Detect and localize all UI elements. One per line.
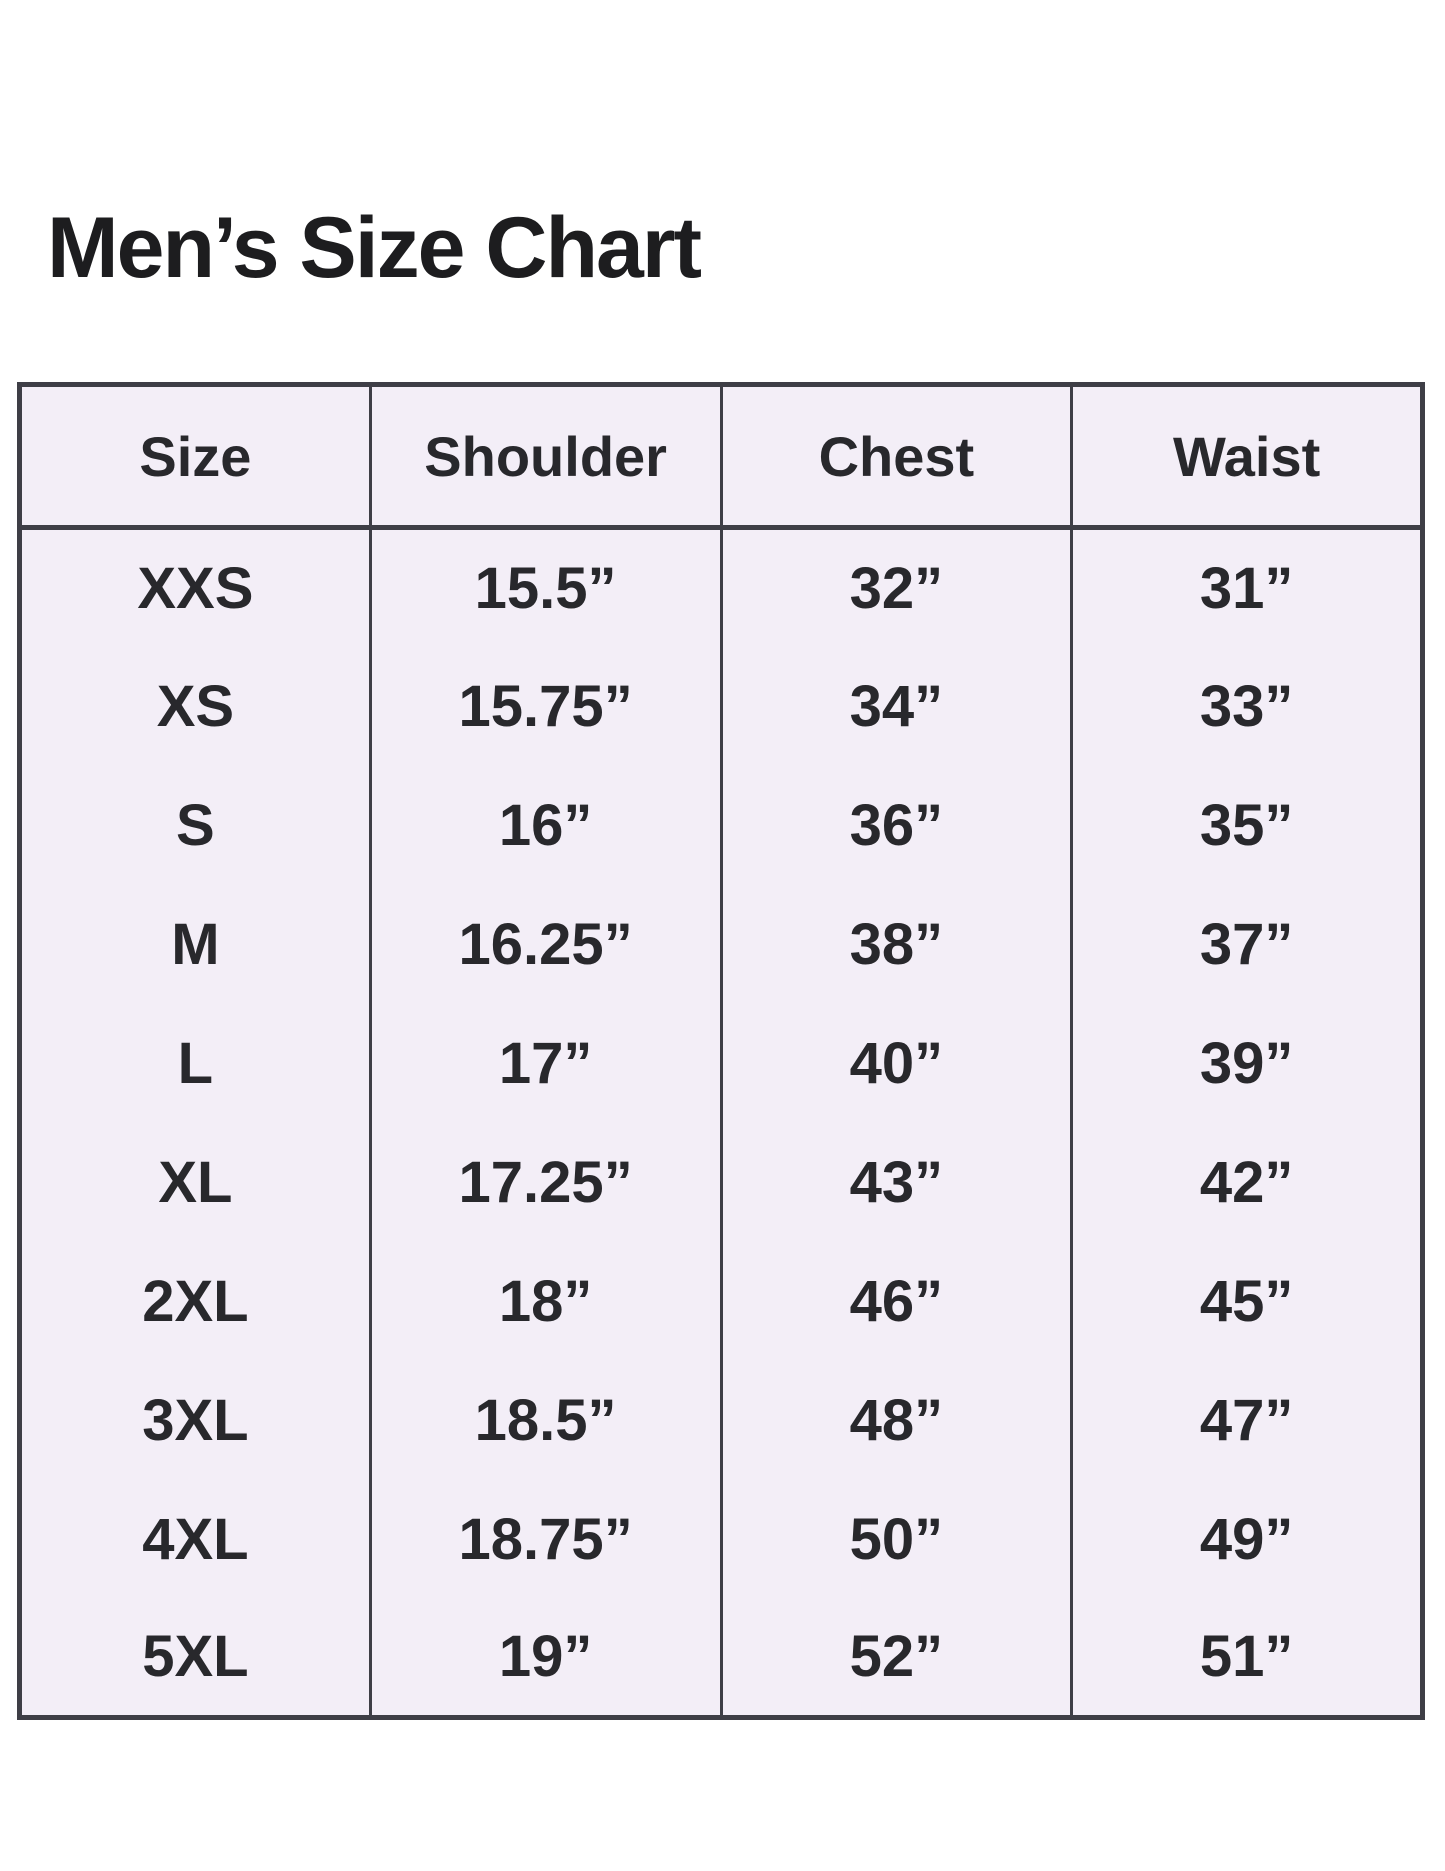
cell-waist: 35” xyxy=(1072,766,1423,885)
cell-chest: 34” xyxy=(721,647,1072,766)
table-row-2xl xyxy=(20,1242,1423,1361)
cell-size: S xyxy=(20,766,371,885)
cell-shoulder: 18.75” xyxy=(370,1480,721,1599)
table-row-l xyxy=(20,1004,1423,1123)
table-row-xs xyxy=(20,647,1423,766)
page-title: Men’s Size Chart xyxy=(47,200,700,296)
cell-waist: 42” xyxy=(1072,1123,1423,1242)
cell-shoulder: 16.25” xyxy=(370,885,721,1004)
cell-chest: 32” xyxy=(721,528,1072,647)
column-header-shoulder: Shoulder xyxy=(370,385,721,528)
cell-size: 4XL xyxy=(20,1480,371,1599)
cell-shoulder: 17” xyxy=(370,1004,721,1123)
cell-waist: 31” xyxy=(1072,528,1423,647)
cell-shoulder: 16” xyxy=(370,766,721,885)
cell-waist: 33” xyxy=(1072,647,1423,766)
cell-chest: 48” xyxy=(721,1361,1072,1480)
cell-size: 2XL xyxy=(20,1242,371,1361)
column-header-waist: Waist xyxy=(1072,385,1423,528)
column-header-size: Size xyxy=(20,385,371,528)
cell-shoulder: 15.75” xyxy=(370,647,721,766)
cell-chest: 38” xyxy=(721,885,1072,1004)
cell-waist: 37” xyxy=(1072,885,1423,1004)
table-row-xl xyxy=(20,1123,1423,1242)
cell-chest: 40” xyxy=(721,1004,1072,1123)
cell-chest: 43” xyxy=(721,1123,1072,1242)
cell-shoulder: 19” xyxy=(370,1599,721,1718)
cell-shoulder: 17.25” xyxy=(370,1123,721,1242)
cell-chest: 52” xyxy=(721,1599,1072,1718)
cell-shoulder: 15.5” xyxy=(370,528,721,647)
table-row-4xl xyxy=(20,1480,1423,1599)
cell-waist: 45” xyxy=(1072,1242,1423,1361)
cell-size: M xyxy=(20,885,371,1004)
table-row-5xl xyxy=(20,1599,1423,1718)
table-row-3xl xyxy=(20,1361,1423,1480)
cell-chest: 50” xyxy=(721,1480,1072,1599)
cell-waist: 49” xyxy=(1072,1480,1423,1599)
table-row-s xyxy=(20,766,1423,885)
cell-chest: 36” xyxy=(721,766,1072,885)
header-row xyxy=(20,385,1423,528)
cell-size: L xyxy=(20,1004,371,1123)
cell-waist: 47” xyxy=(1072,1361,1423,1480)
cell-chest: 46” xyxy=(721,1242,1072,1361)
cell-waist: 39” xyxy=(1072,1004,1423,1123)
cell-size: 3XL xyxy=(20,1361,371,1480)
cell-shoulder: 18.5” xyxy=(370,1361,721,1480)
size-chart-table xyxy=(17,382,1425,1720)
column-header-chest: Chest xyxy=(721,385,1072,528)
table-row-m xyxy=(20,885,1423,1004)
cell-size: XXS xyxy=(20,528,371,647)
cell-size: XS xyxy=(20,647,371,766)
cell-size: 5XL xyxy=(20,1599,371,1718)
cell-waist: 51” xyxy=(1072,1599,1423,1718)
table-row-xxs xyxy=(20,528,1423,647)
cell-shoulder: 18” xyxy=(370,1242,721,1361)
cell-size: XL xyxy=(20,1123,371,1242)
